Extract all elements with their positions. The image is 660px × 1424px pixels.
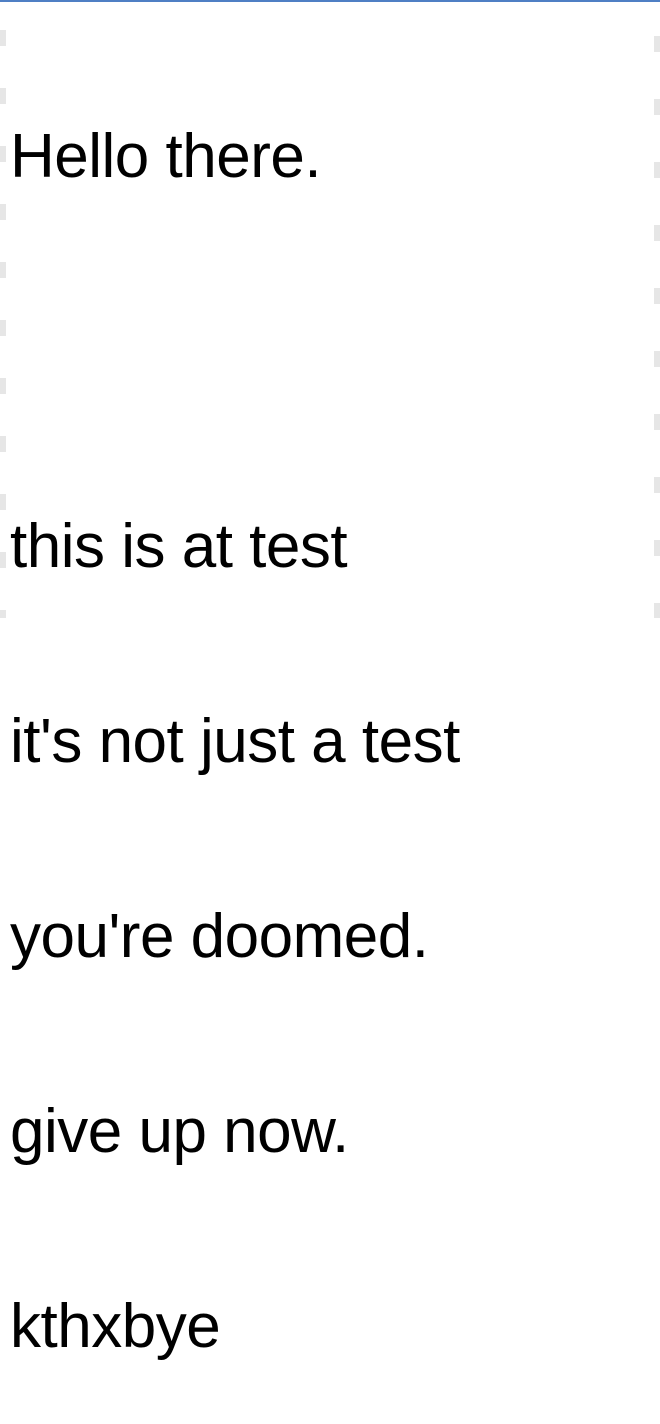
left-gutter — [0, 2, 6, 618]
greeting-line: Hello there. — [10, 122, 322, 191]
text-line-3: you're doomed. — [10, 902, 429, 971]
document-text — [10, 0, 656, 1424]
text-line-2: it's not just a test — [10, 707, 460, 776]
text-line-1: this is at test — [10, 512, 348, 581]
blank-line — [10, 319, 656, 384]
text-line-5: kthxbye — [10, 1292, 221, 1361]
text-line-4: give up now. — [10, 1097, 349, 1166]
